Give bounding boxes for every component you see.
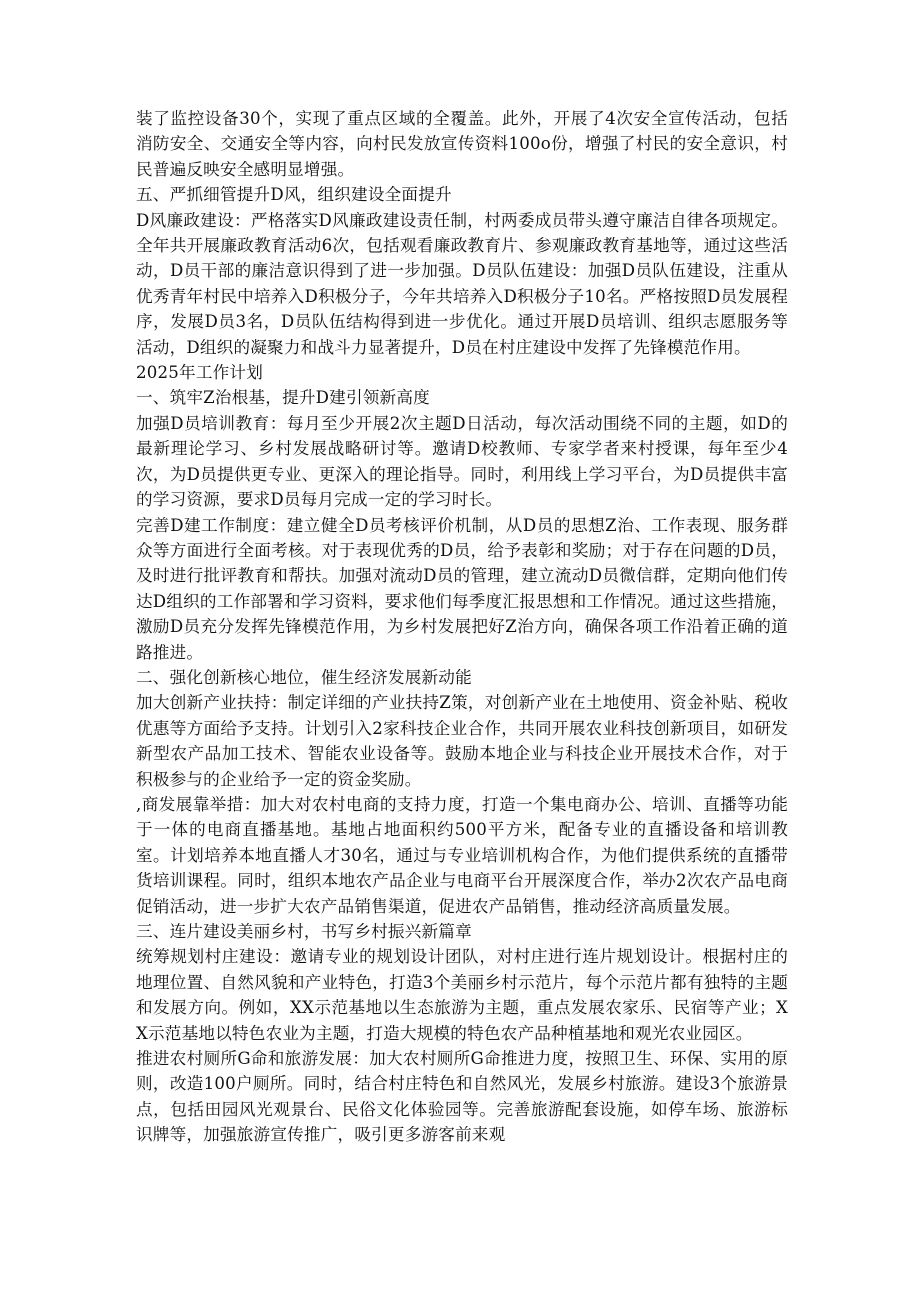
paragraph-security-summary: 装了监控设备30个，实现了重点区域的全覆盖。此外，开展了4次安全宣传活动，包括消防安全、交通安全等内容，向村民发放宣传资料100o份，增强了村民的安全意识，村民普遍反映安全感明显增强。 — [136, 109, 788, 179]
paragraph-toilet-tourism: 推进农村厕所G命和旅游发展：加大农村厕所G命推进力度，按照卫生、环保、实用的原则，改造100户厕所。同时，结合村庄特色和自然风光，发展乡村旅游。建设3个旅游景点，包括田园风光观景台、民俗文化体验园等。完善旅游配套设施，如停车场、旅游标识牌等，加强旅游宣传推广，吸引更多游客前来观 — [136, 1049, 788, 1145]
paragraph-village-planning: 统筹规划村庄建设：邀请专业的规划设计团队，对村庄进行连片规划设计。根据村庄的地理位置、自然风貌和产业特色，打造3个美丽乡村示范片，每个示范片都有独特的主题和发展方向。例如，XX示范基地以生态旅游为主题，重点发展农家乐、民宿等产业；XX示范基地以特色农业为主题，打造大规模的特色农产品种植基地和观光农业园区。 — [136, 947, 788, 1043]
paragraph-work-system: 完善D建工作制度：建立健全D员考核评价机制，从D员的思想Z治、工作表现、服务群众等方面进行全面考核。对于表现优秀的D员，给予表彰和奖励；对于存在问题的D员，及时进行批评教育和帮扶。加强对流动D员的管理，建立流动D员微信群，定期向他们传达D组织的工作部署和学习资料，要求他们每季度汇报思想和工作情况。通过这些措施，激励D员充分发挥先锋模范作用，为乡村发展把好Z治方向，确保各项工作沿着正确的道路推进。 — [136, 515, 788, 662]
paragraph-party-building: D风廉政建设：严格落实D风廉政建设责任制，村两委成员带头遵守廉洁自律各项规定。全年共开展廉政教育活动6次，包括观看廉政教育片、参观廉政教育基地等，通过这些活动，D员干部的廉洁意识得到了进一步加强。D员队伍建设：加强D员队伍建设，注重从优秀青年村民中培养入D积极分子，今年共培养入D积极分子10名。严格按照D员发展程序，发展D员3名，D员队伍结构得到进一步优化。通过开展D员培训、组织志愿服务等活动，D组织的凝聚力和战斗力显著提升，D员在村庄建设中发挥了先锋模范作用。 — [136, 210, 788, 357]
document-body — [136, 106, 788, 1148]
paragraph-ecommerce: ,商发展靠举措：加大对农村电商的支持力度，打造一个集电商办公、培训、直播等功能于一体的电商直播基地。基地占地面积约500平方米，配备专业的直播设备和培训教室。计划培养本地直播人才30名，通过与专业培训机构合作，为他们提供系统的直播带货培训课程。同时，组织本地农产品企业与电商平台开展深度合作，举办2次农产品电商促销活动，进一步扩大农产品销售渠道，促进农产品销售，推动经济高质量发展。 — [136, 794, 788, 916]
heading-plan-three: 三、连片建设美丽乡村，书写乡村振兴新篇章 — [136, 922, 472, 941]
heading-plan-two: 二、强化创新核心地位，催生经济发展新动能 — [136, 667, 472, 687]
heading-plan-one: 一、筑牢Z治根基，提升D建引领新高度 — [136, 388, 430, 408]
heading-section-five: 五、严抓细管提升D风，组织建设全面提升 — [136, 185, 452, 205]
paragraph-member-training: 加强D员培训教育：每月至少开展2次主题D日活动，每次活动围绕不同的主题，如D的最新理论学习、乡村发展战略研讨等。邀请D校教师、专家学者来村授课，每年至少4次，为D员提供更专业、更深入的理论指导。同时，利用线上学习平台，为D员提供丰富的学习资源，要求D员每月完成一定的学习时长。 — [136, 413, 788, 510]
heading-work-plan-2025: 2025年工作计划 — [136, 363, 263, 383]
paragraph-innovation-support: 加大创新产业扶持：制定详细的产业扶持Z策，对创新产业在土地使用、资金补贴、税收优惠等方面给予支持。计划引入2家科技企业合作，共同开展农业科技创新项目，如研发新型农产品加工技术、智能农业设备等。鼓励本地企业与科技企业开展技术合作，对于积极参与的企业给予一定的资金奖励。 — [136, 693, 788, 789]
